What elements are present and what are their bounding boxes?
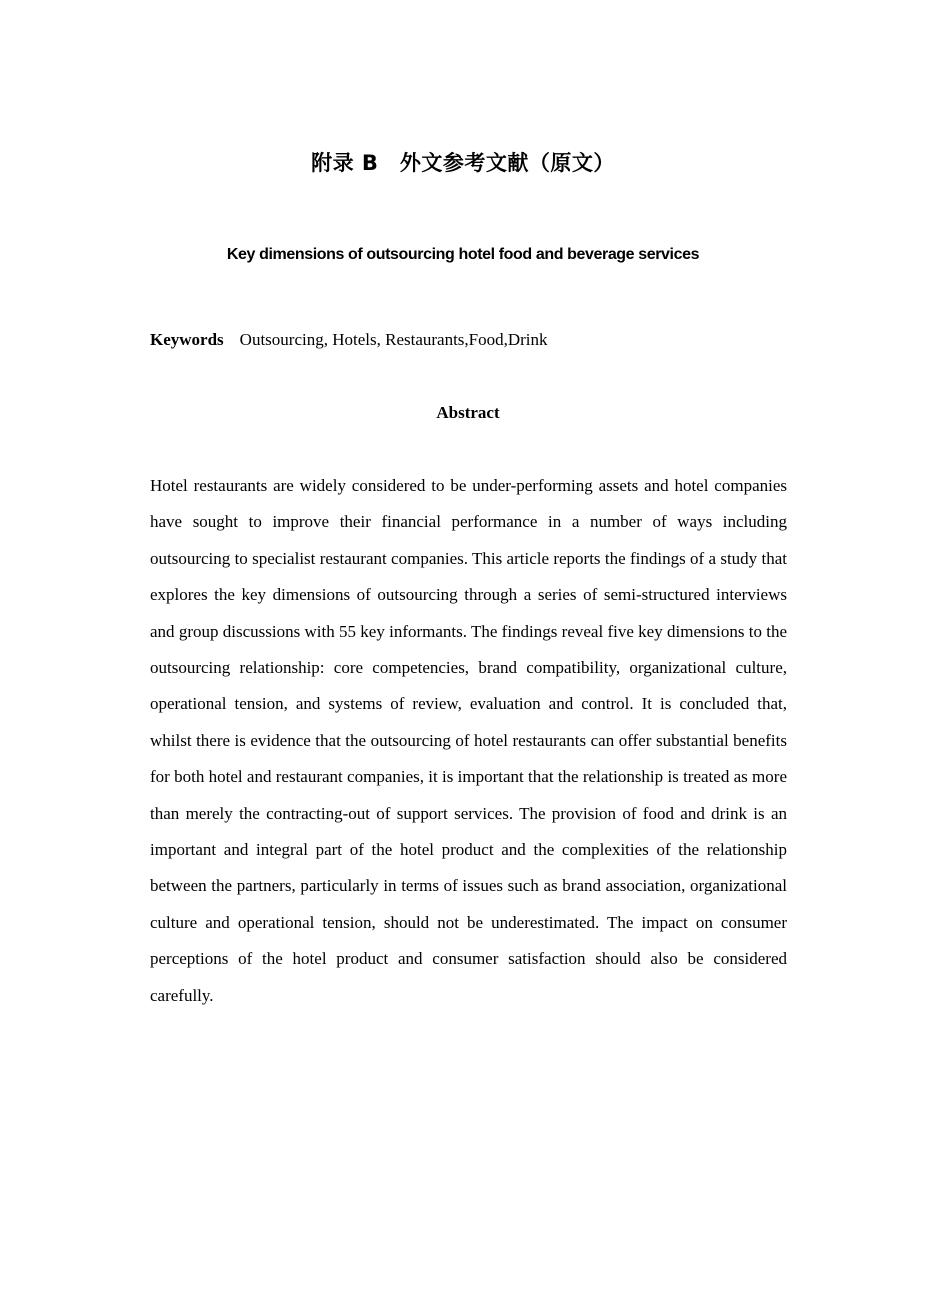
abstract-body: Hotel restaurants are widely considered to be under-performing assets and hotel companies have sought to improve their financial performance in a number of ways including outsourcing to specialist restaurant companies. This article reports the findings of a study that explores the key dimensions of outsourcing through a series of semi-structured interviews and group discussions with 55 key informants. The findings reveal five key dimensions to the outsourcing relationship: core competencies, brand compatibility, organizational culture, operational tension, and systems of review, evaluation and control. It is concluded that, whilst there is evidence that the outsourcing of hotel restaurants can offer substantial benefits for both hotel and restaurant companies, it is important that the relationship is treated as more than merely the contracting-out of support services. The provision of food and drink is an important and integral part of the hotel product and the complexities of the relationship between the partners, particularly in terms of issues such as brand association, organizational culture and operational tension, should not be underestimated. The impact on consumer perceptions of the hotel product and consumer satisfaction should also be considered carefully. xyxy=(150,476,787,1005)
appendix-heading: 附录 B 外文参考文献（原文） xyxy=(311,151,615,175)
abstract-heading: Abstract xyxy=(436,403,500,422)
paper-title: Key dimensions of outsourcing hotel food and beverage services xyxy=(226,246,700,263)
keywords-label: Keywords xyxy=(150,330,224,349)
keywords-line xyxy=(150,328,790,352)
keywords-value: Outsourcing, Hotels, Restaurants,Food,Drink xyxy=(239,330,548,349)
